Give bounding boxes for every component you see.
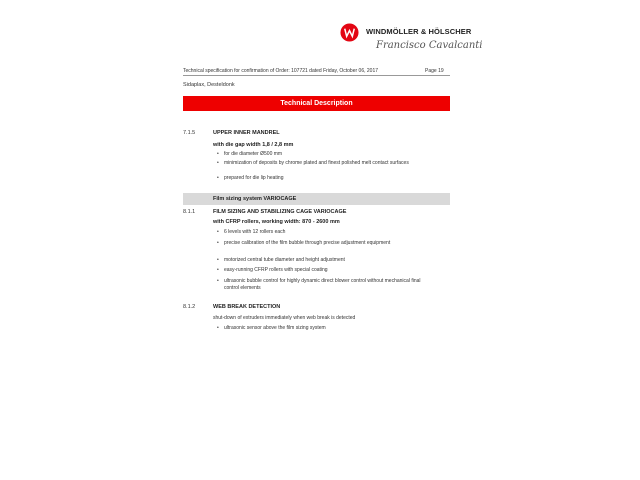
list-item: easy-running CFRP rollers with special coating: [224, 267, 328, 273]
signature: Francisco Cavalcanti: [376, 40, 483, 51]
list-item: prepared for die lip heating: [224, 175, 284, 181]
list-item: precise calibration of the film bubble through precise adjustment equipment: [224, 240, 391, 246]
bullet-dot: •: [217, 240, 219, 246]
bullet-dot: •: [217, 175, 219, 181]
bullet-dot: •: [217, 278, 219, 284]
section-title: FILM SIZING AND STABILIZING CAGE VARIOCAGE: [213, 209, 347, 215]
section-number: 8.1.1: [183, 209, 196, 215]
list-item: ultrasonic sensor above the film sizing system: [224, 325, 326, 331]
page-number: Page 19: [425, 68, 444, 74]
list-item: minimization of deposits by chrome plated and finest polished melt contact surfaces: [224, 160, 409, 166]
list-item: for die diameter Ø500 mm: [224, 151, 283, 157]
spec-line: Technical specification for confirmation of Order: 107721 dated Friday, October 06, 2017: [183, 68, 379, 74]
section-text: shut-down of extruders immediately when web break is detected: [213, 315, 356, 321]
list-item: ultrasonic bubble control for highly dynamic direct blower control without mechanical final control elements: [224, 278, 421, 291]
section-title: UPPER INNER MANDREL: [213, 130, 280, 136]
section-subtitle: with CFRP rollers, working width: 870 - 2600 mm: [213, 219, 340, 225]
bullet-dot: •: [217, 325, 219, 331]
bullet-dot: •: [217, 160, 219, 166]
section-title: WEB BREAK DETECTION: [213, 304, 281, 310]
wh-logo-icon: [340, 23, 359, 42]
bullet-dot: •: [217, 267, 219, 273]
section-number: 8.1.2: [183, 304, 196, 310]
location: Sidaplax, Desteldonk: [183, 82, 235, 88]
list-item: motorized central tube diameter and height adjustment: [224, 257, 345, 263]
header-divider: [183, 75, 450, 76]
list-item: 6 levels with 12 rollers each: [224, 229, 286, 235]
section-banner: Technical Description: [183, 96, 450, 111]
brand-name: WINDMÖLLER & HÖLSCHER: [366, 27, 472, 36]
subsystem-title: Film sizing system VARIOCAGE: [213, 196, 297, 202]
section-number: 7.1.5: [183, 130, 196, 136]
bullet-dot: •: [217, 151, 219, 157]
bullet-dot: •: [217, 257, 219, 263]
bullet-dot: •: [217, 229, 219, 235]
section-subtitle: with die gap width 1,8 / 2,8 mm: [213, 142, 294, 148]
